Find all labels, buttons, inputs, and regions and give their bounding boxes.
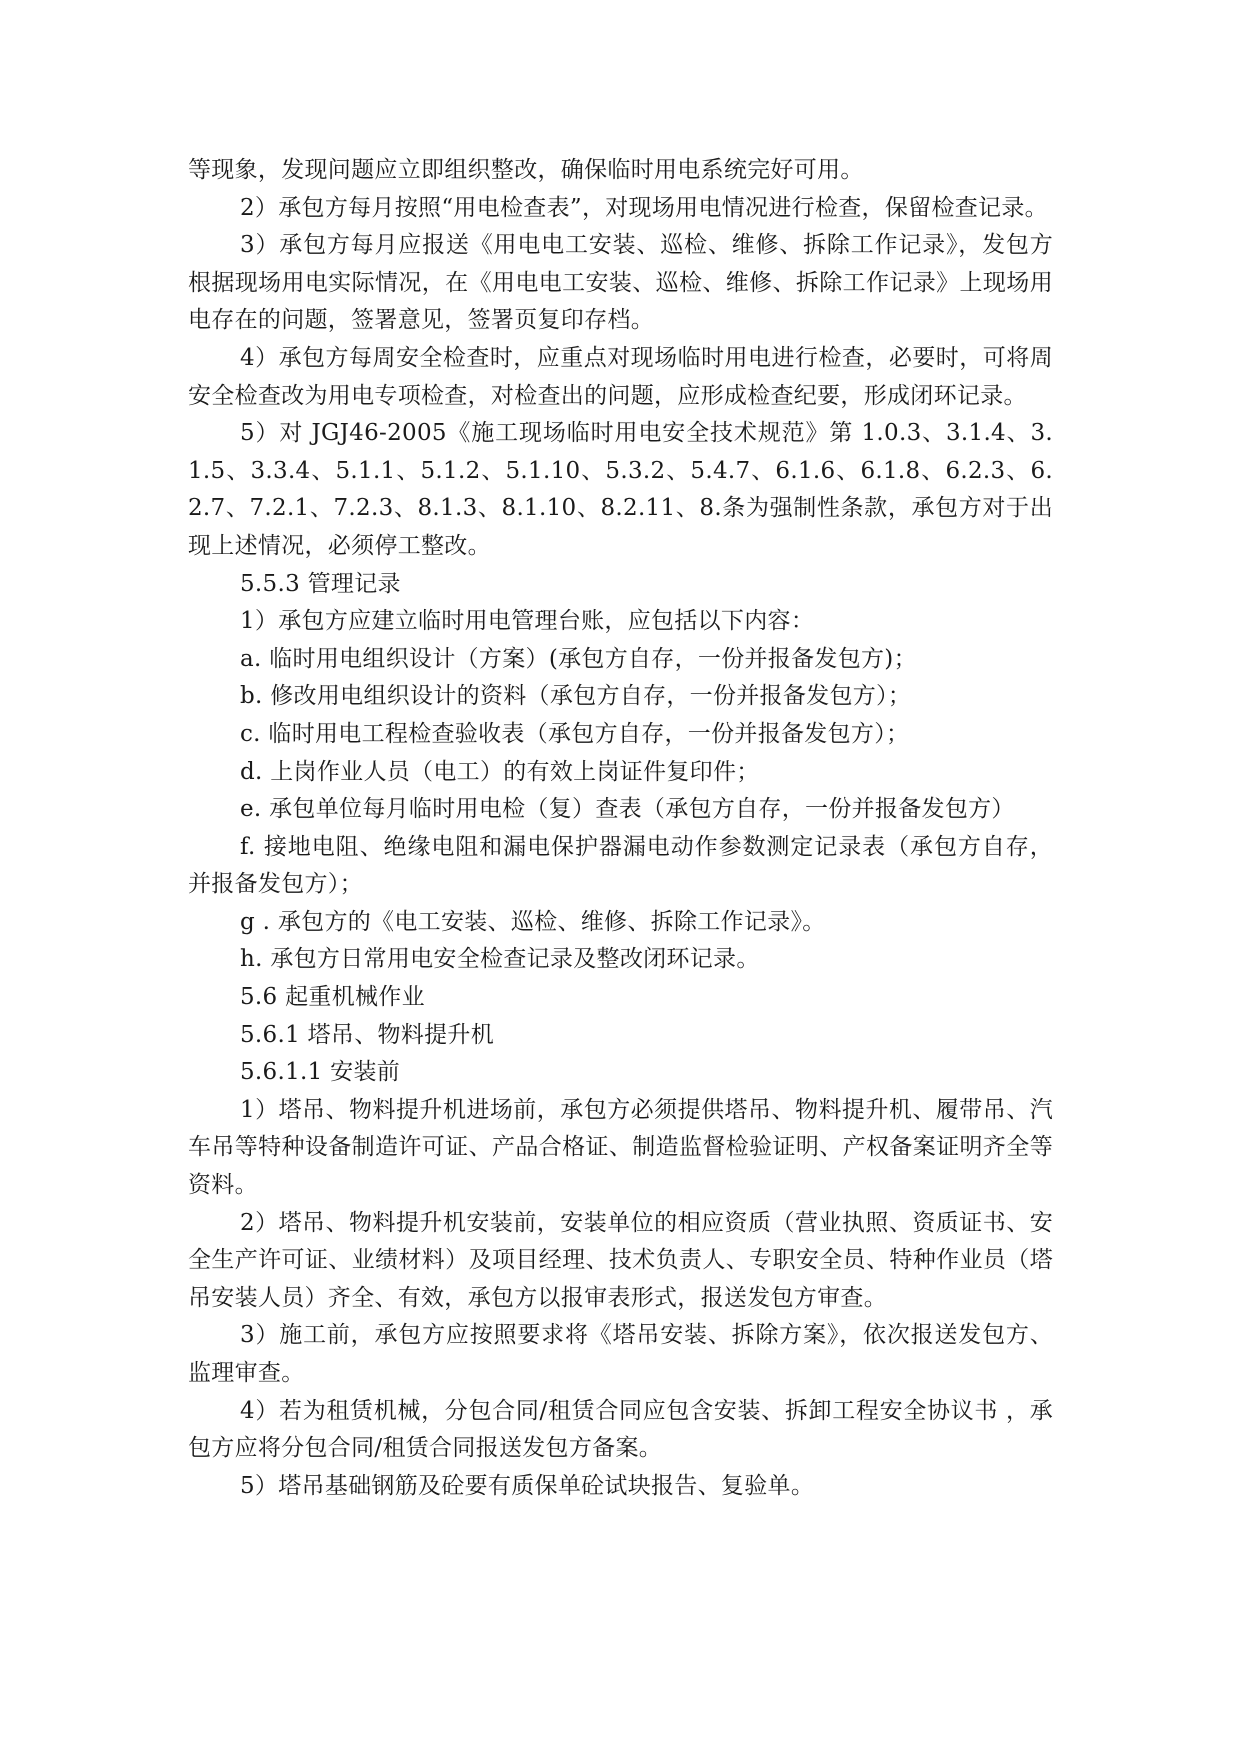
section-heading-5-6: 5.6 起重机械作业 (240, 984, 425, 1011)
section-heading-5-5-3: 5.5.3 管理记录 (240, 570, 401, 597)
paragraph-ledger-intro: 1）承包方应建立临时用电管理台账，应包括以下内容： (240, 608, 815, 635)
list-item-b: b. 修改用电组织设计的资料（承包方自存，一份并报备发包方）； (240, 683, 912, 710)
list-item-g: g . 承包方的《电工安装、巡检、维修、拆除工作记录》。 (240, 908, 826, 935)
document-body (188, 152, 1053, 1505)
paragraph-crane-item-5: 5）塔吊基础钢筋及砼要有质保单砼试块报告、复验单。 (240, 1472, 815, 1499)
list-item-h: h. 承包方日常用电安全检查记录及整改闭环记录。 (240, 946, 760, 973)
paragraph-crane-item-3: 3）施工前，承包方应按照要求将《塔吊安装、拆除方案》，依次报送发包方、监理审查。 (188, 1322, 1053, 1386)
list-item-c: c. 临时用电工程检查验收表（承包方自存，一份并报备发包方）； (240, 720, 910, 747)
section-heading-5-6-1: 5.6.1 塔吊、物料提升机 (240, 1021, 495, 1048)
paragraph-crane-item-1: 1）塔吊、物料提升机进场前，承包方必须提供塔吊、物料提升机、履带吊、汽车吊等特种设备制造许可证、产品合格证、制造监督检验证明、产权备案证明齐全等资料。 (188, 1096, 1053, 1199)
list-item-e: e. 承包单位每月临时用电检（复）查表（承包方自存，一份并报备发包方） (240, 796, 1015, 823)
paragraph-crane-item-4: 4）若为租赁机械，分包合同/租赁合同应包含安装、拆卸工程安全协议书 ，承包方应将分包合同/租赁合同报送发包方备案。 (188, 1397, 1053, 1462)
paragraph-item-5: 5）对 JGJ46-2005《施工现场临时用电安全技术规范》第 1.0.3、3.1.4、3.1.5、3.3.4、5.1.1、5.1.2、5.1.10、5.3.2、5.4.7、6.1.6、6.1.8、6.2.3、6.2.7、7.2.1、7.2.3、8.1.3、8.1.10、8.2.11、8.条为强制性条款，承包方对于出现上述情况，必须停工整改。 (188, 420, 1053, 559)
paragraph-item-4: 4）承包方每周安全检查时，应重点对现场临时用电进行检查，必要时，可将周安全检查改为用电专项检查，对检查出的问题，应形成检查纪要，形成闭环记录。 (188, 344, 1053, 409)
list-item-a: a. 临时用电组织设计（方案）(承包方自存，一份并报备发包方)； (240, 645, 917, 672)
paragraph-item-2: 2）承包方每月按照“用电检查表”，对现场用电情况进行检查，保留检查记录。 (240, 194, 1048, 221)
list-item-d: d. 上岗作业人员（电工）的有效上岗证件复印件； (240, 758, 760, 785)
paragraph-continuation: 等现象，发现问题应立即组织整改，确保临时用电系统完好可用。 (188, 157, 864, 183)
section-heading-5-6-1-1: 5.6.1.1 安装前 (240, 1059, 401, 1086)
paragraph-item-3: 3）承包方每月应报送《用电电工安装、巡检、维修、拆除工作记录》，发包方根据现场用电实际情况，在《用电电工安装、巡检、维修、拆除工作记录》上现场用电存在的问题，签署意见，签署页复印存档。 (188, 232, 1053, 334)
paragraph-crane-item-2: 2）塔吊、物料提升机安装前，安装单位的相应资质（营业执照、资质证书、安全生产许可证、业绩材料）及项目经理、技术负责人、专职安全员、特种作业员（塔吊安装人员）齐全、有效，承包方以报审表形式，报送发包方审查。 (188, 1209, 1053, 1311)
list-item-f: f. 接地电阻、绝缘电阻和漏电保护器漏电动作参数测定记录表（承包方自存，并报备发包方）； (188, 833, 1053, 898)
